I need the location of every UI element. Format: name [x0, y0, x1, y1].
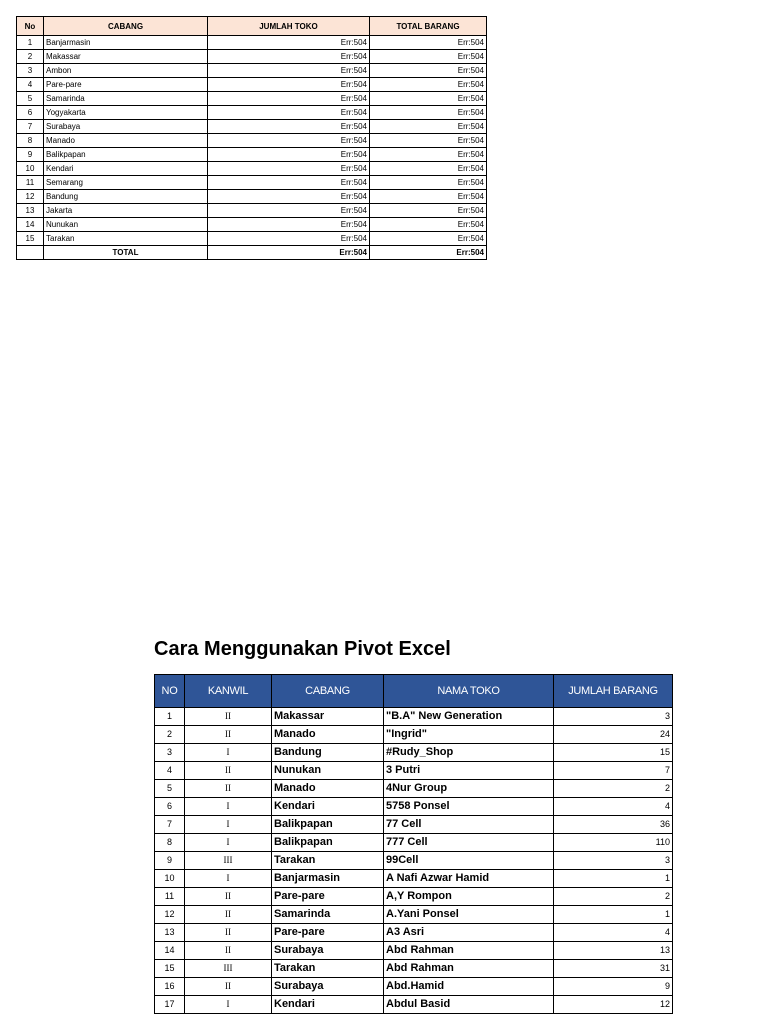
summary-total-empty-cell[interactable] — [17, 246, 44, 260]
summary-cell-cabang[interactable]: Manado — [44, 134, 208, 148]
pivot-cell-cabang[interactable]: Nunukan — [272, 762, 384, 780]
table-row — [17, 148, 487, 162]
pivot-cell-cabang[interactable]: Balikpapan — [272, 834, 384, 852]
summary-cell-total-barang[interactable]: Err:504 — [370, 106, 487, 120]
summary-cell-no[interactable]: 13 — [17, 204, 44, 218]
summary-cell-jumlah-toko[interactable]: Err:504 — [208, 162, 370, 176]
summary-cell-no[interactable]: 6 — [17, 106, 44, 120]
pivot-cell-no[interactable]: 11 — [155, 888, 185, 906]
summary-cell-no[interactable]: 7 — [17, 120, 44, 134]
table-row — [155, 870, 673, 888]
pivot-cell-jumlah-barang[interactable]: 1 — [554, 906, 673, 924]
pivot-cell-nama-toko[interactable]: A Nafi Azwar Hamid — [384, 870, 554, 888]
table-row — [17, 78, 487, 92]
summary-cell-jumlah-toko[interactable]: Err:504 — [208, 232, 370, 246]
summary-cell-total-barang[interactable]: Err:504 — [370, 134, 487, 148]
summary-cell-total-barang[interactable]: Err:504 — [370, 204, 487, 218]
table-row — [155, 888, 673, 906]
pivot-cell-kanwil[interactable]: I — [185, 798, 272, 816]
pivot-cell-kanwil[interactable]: II — [185, 942, 272, 960]
pivot-cell-cabang[interactable]: Balikpapan — [272, 816, 384, 834]
pivot-cell-jumlah-barang[interactable]: 3 — [554, 708, 673, 726]
table-row — [17, 50, 487, 64]
summary-cell-total-barang[interactable]: Err:504 — [370, 148, 487, 162]
pivot-cell-no[interactable]: 4 — [155, 762, 185, 780]
pivot-cell-no[interactable]: 9 — [155, 852, 185, 870]
table-row — [155, 996, 673, 1014]
summary-cell-jumlah-toko[interactable]: Err:504 — [208, 106, 370, 120]
summary-cell-cabang[interactable]: Tarakan — [44, 232, 208, 246]
pivot-cell-cabang[interactable]: Surabaya — [272, 942, 384, 960]
pivot-header-kanwil[interactable]: KANWIL — [185, 675, 272, 708]
summary-cell-total-barang[interactable]: Err:504 — [370, 50, 487, 64]
table-row — [155, 834, 673, 852]
pivot-body — [155, 708, 673, 1014]
pivot-cell-no[interactable]: 6 — [155, 798, 185, 816]
pivot-cell-kanwil[interactable]: I — [185, 870, 272, 888]
pivot-cell-no[interactable]: 16 — [155, 978, 185, 996]
table-row — [155, 816, 673, 834]
summary-cell-cabang[interactable]: Yogyakarta — [44, 106, 208, 120]
pivot-cell-cabang[interactable]: Tarakan — [272, 852, 384, 870]
summary-cell-cabang[interactable]: Nunukan — [44, 218, 208, 232]
summary-cell-jumlah-toko[interactable]: Err:504 — [208, 78, 370, 92]
summary-cell-total-barang[interactable]: Err:504 — [370, 176, 487, 190]
pivot-cell-jumlah-barang[interactable]: 7 — [554, 762, 673, 780]
table-row — [17, 204, 487, 218]
table-row — [17, 190, 487, 204]
pivot-cell-cabang[interactable]: Samarinda — [272, 906, 384, 924]
table-row — [17, 64, 487, 78]
pivot-cell-jumlah-barang[interactable]: 24 — [554, 726, 673, 744]
pivot-cell-no[interactable]: 8 — [155, 834, 185, 852]
table-row — [17, 36, 487, 50]
pivot-cell-kanwil[interactable]: II — [185, 924, 272, 942]
summary-cell-total-barang[interactable]: Err:504 — [370, 36, 487, 50]
summary-total-jumlah-toko[interactable]: Err:504 — [208, 246, 370, 260]
summary-cell-no[interactable]: 12 — [17, 190, 44, 204]
pivot-cell-nama-toko[interactable]: Abd Rahman — [384, 942, 554, 960]
summary-cell-jumlah-toko[interactable]: Err:504 — [208, 134, 370, 148]
pivot-cell-no[interactable]: 3 — [155, 744, 185, 762]
pivot-cell-nama-toko[interactable]: Abd Rahman — [384, 960, 554, 978]
summary-cell-cabang[interactable]: Ambon — [44, 64, 208, 78]
summary-cell-jumlah-toko[interactable]: Err:504 — [208, 50, 370, 64]
pivot-cell-jumlah-barang[interactable]: 4 — [554, 924, 673, 942]
summary-header-jumlah-toko[interactable]: JUMLAH TOKO — [208, 17, 370, 36]
pivot-cell-cabang[interactable]: Pare-pare — [272, 888, 384, 906]
pivot-cell-no[interactable]: 7 — [155, 816, 185, 834]
pivot-cell-nama-toko[interactable]: #Rudy_Shop — [384, 744, 554, 762]
summary-cell-no[interactable]: 5 — [17, 92, 44, 106]
summary-cell-jumlah-toko[interactable]: Err:504 — [208, 190, 370, 204]
pivot-header-nama-toko[interactable]: NAMA TOKO — [384, 675, 554, 708]
pivot-cell-no[interactable]: 13 — [155, 924, 185, 942]
pivot-cell-no[interactable]: 14 — [155, 942, 185, 960]
pivot-cell-nama-toko[interactable]: 5758 Ponsel — [384, 798, 554, 816]
pivot-cell-kanwil[interactable]: II — [185, 978, 272, 996]
pivot-cell-nama-toko[interactable]: 99Cell — [384, 852, 554, 870]
pivot-cell-nama-toko[interactable]: 3 Putri — [384, 762, 554, 780]
table-row — [155, 798, 673, 816]
summary-header-row — [17, 17, 487, 36]
pivot-cell-jumlah-barang[interactable]: 13 — [554, 942, 673, 960]
summary-cell-no[interactable]: 9 — [17, 148, 44, 162]
pivot-cell-kanwil[interactable]: I — [185, 834, 272, 852]
summary-cell-no[interactable]: 8 — [17, 134, 44, 148]
table-row — [155, 780, 673, 798]
pivot-cell-nama-toko[interactable]: A.Yani Ponsel — [384, 906, 554, 924]
summary-total-row — [17, 246, 487, 260]
table-row — [17, 92, 487, 106]
table-row — [17, 218, 487, 232]
pivot-cell-nama-toko[interactable]: 777 Cell — [384, 834, 554, 852]
table-row — [17, 176, 487, 190]
pivot-cell-jumlah-barang[interactable]: 110 — [554, 834, 673, 852]
pivot-cell-no[interactable]: 17 — [155, 996, 185, 1014]
pivot-cell-cabang[interactable]: Bandung — [272, 744, 384, 762]
pivot-cell-nama-toko[interactable]: "B.A" New Generation — [384, 708, 554, 726]
pivot-cell-no[interactable]: 2 — [155, 726, 185, 744]
summary-cell-cabang[interactable]: Samarinda — [44, 92, 208, 106]
pivot-cell-jumlah-barang[interactable]: 36 — [554, 816, 673, 834]
pivot-cell-jumlah-barang[interactable]: 9 — [554, 978, 673, 996]
summary-cell-no[interactable]: 11 — [17, 176, 44, 190]
table-row — [155, 906, 673, 924]
summary-cell-total-barang[interactable]: Err:504 — [370, 92, 487, 106]
pivot-cell-kanwil[interactable]: II — [185, 708, 272, 726]
summary-cell-cabang[interactable]: Jakarta — [44, 204, 208, 218]
pivot-cell-nama-toko[interactable]: Abd.Hamid — [384, 978, 554, 996]
summary-cell-no[interactable]: 3 — [17, 64, 44, 78]
summary-cell-cabang[interactable]: Kendari — [44, 162, 208, 176]
table-row — [17, 162, 487, 176]
pivot-cell-nama-toko[interactable]: "Ingrid" — [384, 726, 554, 744]
pivot-cell-no[interactable]: 10 — [155, 870, 185, 888]
table-row — [155, 924, 673, 942]
summary-table — [16, 16, 487, 260]
summary-cell-total-barang[interactable]: Err:504 — [370, 78, 487, 92]
pivot-cell-kanwil[interactable]: II — [185, 888, 272, 906]
pivot-cell-jumlah-barang[interactable]: 3 — [554, 852, 673, 870]
table-row — [155, 960, 673, 978]
summary-cell-jumlah-toko[interactable]: Err:504 — [208, 204, 370, 218]
summary-header-no[interactable]: No — [17, 17, 44, 36]
summary-total-total-barang[interactable]: Err:504 — [370, 246, 487, 260]
pivot-cell-jumlah-barang[interactable]: 31 — [554, 960, 673, 978]
summary-cell-cabang[interactable]: Surabaya — [44, 120, 208, 134]
summary-cell-jumlah-toko[interactable]: Err:504 — [208, 120, 370, 134]
pivot-cell-kanwil[interactable]: II — [185, 906, 272, 924]
pivot-table — [154, 674, 673, 1014]
pivot-cell-jumlah-barang[interactable]: 4 — [554, 798, 673, 816]
pivot-header-cabang[interactable]: CABANG — [272, 675, 384, 708]
table-row — [155, 852, 673, 870]
pivot-cell-jumlah-barang[interactable]: 12 — [554, 996, 673, 1014]
summary-cell-jumlah-toko[interactable]: Err:504 — [208, 148, 370, 162]
pivot-cell-kanwil[interactable]: II — [185, 780, 272, 798]
pivot-cell-kanwil[interactable]: I — [185, 996, 272, 1014]
pivot-cell-kanwil[interactable]: III — [185, 852, 272, 870]
summary-cell-total-barang[interactable]: Err:504 — [370, 120, 487, 134]
pivot-cell-kanwil[interactable]: II — [185, 726, 272, 744]
summary-cell-jumlah-toko[interactable]: Err:504 — [208, 36, 370, 50]
pivot-cell-jumlah-barang[interactable]: 2 — [554, 888, 673, 906]
summary-cell-no[interactable]: 2 — [17, 50, 44, 64]
table-row — [17, 232, 487, 246]
pivot-cell-nama-toko[interactable]: A,Y Rompon — [384, 888, 554, 906]
table-row — [155, 942, 673, 960]
pivot-cell-cabang[interactable]: Surabaya — [272, 978, 384, 996]
summary-header-total-barang[interactable]: TOTAL BARANG — [370, 17, 487, 36]
summary-cell-cabang[interactable]: Balikpapan — [44, 148, 208, 162]
table-row — [155, 708, 673, 726]
summary-cell-cabang[interactable]: Semarang — [44, 176, 208, 190]
summary-body — [17, 36, 487, 260]
summary-cell-jumlah-toko[interactable]: Err:504 — [208, 218, 370, 232]
pivot-header-no[interactable]: NO — [155, 675, 185, 708]
pivot-cell-cabang[interactable]: Makassar — [272, 708, 384, 726]
summary-cell-jumlah-toko[interactable]: Err:504 — [208, 92, 370, 106]
summary-cell-cabang[interactable]: Makassar — [44, 50, 208, 64]
pivot-cell-nama-toko[interactable]: Abdul Basid — [384, 996, 554, 1014]
summary-cell-no[interactable]: 4 — [17, 78, 44, 92]
pivot-header-jumlah-barang[interactable]: JUMLAH BARANG — [554, 675, 673, 708]
pivot-cell-cabang[interactable]: Pare-pare — [272, 924, 384, 942]
summary-cell-no[interactable]: 10 — [17, 162, 44, 176]
table-row — [17, 134, 487, 148]
table-row — [155, 726, 673, 744]
summary-total-label[interactable]: TOTAL — [44, 246, 208, 260]
page-title: Cara Menggunakan Pivot Excel — [154, 638, 451, 660]
pivot-cell-cabang[interactable]: Kendari — [272, 996, 384, 1014]
pivot-cell-nama-toko[interactable]: 77 Cell — [384, 816, 554, 834]
summary-cell-cabang[interactable]: Bandung — [44, 190, 208, 204]
pivot-cell-jumlah-barang[interactable]: 1 — [554, 870, 673, 888]
pivot-cell-cabang[interactable]: Manado — [272, 726, 384, 744]
pivot-cell-cabang[interactable]: Banjarmasin — [272, 870, 384, 888]
summary-cell-total-barang[interactable]: Err:504 — [370, 190, 487, 204]
pivot-header-row — [155, 675, 673, 708]
pivot-cell-cabang[interactable]: Tarakan — [272, 960, 384, 978]
table-row — [155, 978, 673, 996]
summary-cell-cabang[interactable]: Banjarmasin — [44, 36, 208, 50]
summary-header-cabang[interactable]: CABANG — [44, 17, 208, 36]
table-row — [155, 744, 673, 762]
summary-cell-no[interactable]: 1 — [17, 36, 44, 50]
pivot-cell-kanwil[interactable]: III — [185, 960, 272, 978]
summary-cell-jumlah-toko[interactable]: Err:504 — [208, 64, 370, 78]
summary-cell-no[interactable]: 15 — [17, 232, 44, 246]
pivot-cell-cabang[interactable]: Kendari — [272, 798, 384, 816]
pivot-cell-no[interactable]: 15 — [155, 960, 185, 978]
pivot-cell-no[interactable]: 1 — [155, 708, 185, 726]
summary-cell-total-barang[interactable]: Err:504 — [370, 218, 487, 232]
summary-cell-total-barang[interactable]: Err:504 — [370, 232, 487, 246]
pivot-cell-kanwil[interactable]: I — [185, 816, 272, 834]
pivot-cell-nama-toko[interactable]: A3 Asri — [384, 924, 554, 942]
pivot-cell-cabang[interactable]: Manado — [272, 780, 384, 798]
summary-cell-total-barang[interactable]: Err:504 — [370, 64, 487, 78]
pivot-cell-no[interactable]: 12 — [155, 906, 185, 924]
table-row — [155, 762, 673, 780]
pivot-cell-jumlah-barang[interactable]: 15 — [554, 744, 673, 762]
pivot-cell-nama-toko[interactable]: 4Nur Group — [384, 780, 554, 798]
pivot-cell-kanwil[interactable]: II — [185, 762, 272, 780]
pivot-cell-kanwil[interactable]: I — [185, 744, 272, 762]
summary-cell-total-barang[interactable]: Err:504 — [370, 162, 487, 176]
table-row — [17, 120, 487, 134]
pivot-cell-no[interactable]: 5 — [155, 780, 185, 798]
table-row — [17, 106, 487, 120]
pivot-cell-jumlah-barang[interactable]: 2 — [554, 780, 673, 798]
summary-cell-jumlah-toko[interactable]: Err:504 — [208, 176, 370, 190]
summary-cell-no[interactable]: 14 — [17, 218, 44, 232]
summary-cell-cabang[interactable]: Pare-pare — [44, 78, 208, 92]
